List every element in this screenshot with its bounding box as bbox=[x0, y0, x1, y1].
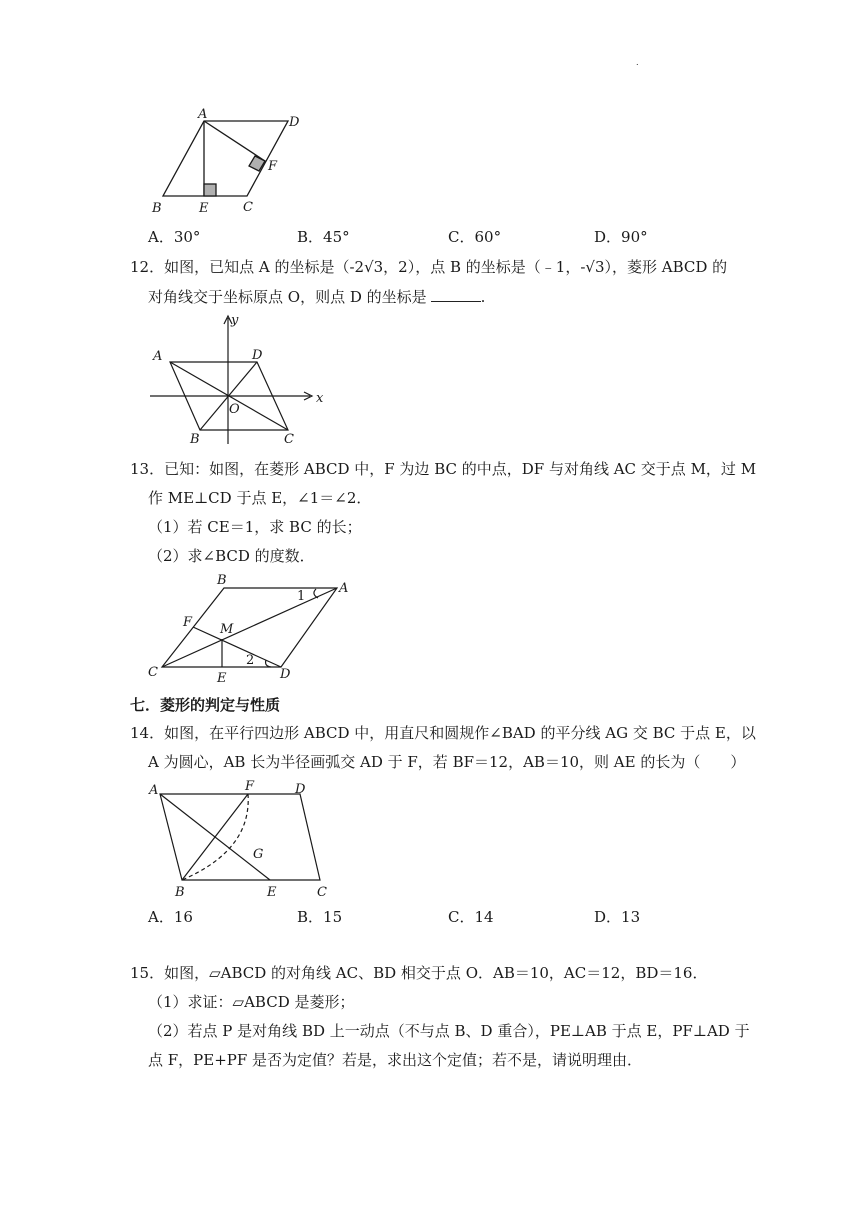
q12-coordinate-figure bbox=[140, 310, 340, 450]
q15-text-part2-line2: 点 F，PE+PF 是否为定值？若是，求出这个定值；若不是，请说明理由． bbox=[148, 1051, 643, 1069]
q13-label-b: B bbox=[217, 573, 227, 588]
q11-label-b: B bbox=[152, 201, 162, 216]
q11-option-d[interactable]: D．90° bbox=[594, 228, 648, 246]
q14-label-d: D bbox=[295, 782, 306, 797]
section-7-title: 七．菱形的判定与性质 bbox=[130, 696, 281, 714]
q13-text-line1: 13．已知：如图，在菱形 ABCD 中，F 为边 BC 的中点，DF 与对角线 AC 交于点 M，过 M bbox=[130, 460, 757, 478]
q13-label-m: M bbox=[220, 622, 234, 637]
q14-label-a: A bbox=[149, 783, 159, 798]
q11-label-f: F bbox=[268, 159, 278, 174]
q12-text-line1: 12．如图，已知点 A 的坐标是（-2√3，2），点 B 的坐标是（﹣1，-√3），菱形 ABCD 的 bbox=[130, 258, 728, 276]
q13-text-part2: （2）求∠BCD 的度数． bbox=[148, 547, 315, 565]
q12-label-o: O bbox=[229, 402, 240, 417]
q15-text-line1: 15．如图，▱ABCD 的对角线 AC、BD 相交于点 O．AB＝10，AC＝12，BD＝16． bbox=[130, 964, 708, 982]
q14-option-d[interactable]: D．13 bbox=[594, 908, 641, 926]
q13-label-angle2: 2 bbox=[246, 653, 255, 668]
q14-label-e: E bbox=[267, 885, 277, 900]
q12-label-d: D bbox=[252, 348, 263, 363]
q12-label-x: x bbox=[316, 391, 324, 406]
q11-option-b[interactable]: B．45° bbox=[297, 228, 350, 246]
q13-text-part1: （1）若 CE＝1，求 BC 的长； bbox=[148, 518, 362, 536]
q15-text-part2-line1: （2）若点 P 是对角线 BD 上一动点（不与点 B、D 重合），PE⊥AB 于点 E，PF⊥AD 于 bbox=[148, 1022, 750, 1040]
q12-text-line2-end: . bbox=[480, 288, 486, 306]
q13-text-line2: 作 ME⊥CD 于点 E，∠1＝∠2． bbox=[148, 489, 372, 507]
q11-label-c: C bbox=[243, 200, 253, 215]
q13-label-d: D bbox=[280, 667, 291, 682]
q14-label-f: F bbox=[245, 779, 255, 794]
q11-option-c[interactable]: C．60° bbox=[448, 228, 502, 246]
q13-label-c: C bbox=[148, 665, 158, 680]
q14-text-line2: A 为圆心，AB 长为半径画弧交 AD 于 F，若 BF＝12，AB＝10，则 AE 的长为（ ） bbox=[148, 753, 746, 771]
q12-label-y: y bbox=[231, 313, 239, 328]
q12-answer-blank[interactable] bbox=[431, 287, 481, 302]
q12-label-c: C bbox=[284, 432, 294, 447]
q11-label-a: A bbox=[198, 107, 208, 122]
q13-label-a: A bbox=[339, 581, 349, 596]
q12-text-line2-main: 对角线交于坐标原点 O，则点 D 的坐标是 bbox=[148, 288, 427, 306]
q11-option-a[interactable]: A．30° bbox=[148, 228, 201, 246]
header-mark: . bbox=[636, 58, 639, 67]
q14-text-line1: 14．如图，在平行四边形 ABCD 中，用直尺和圆规作∠BAD 的平分线 AG 交 BC 于点 E，以 bbox=[130, 724, 756, 742]
q13-label-f: F bbox=[183, 615, 193, 630]
q11-label-e: E bbox=[199, 201, 209, 216]
q12-label-a: A bbox=[153, 349, 163, 364]
q14-option-b[interactable]: B．15 bbox=[297, 908, 343, 926]
q12-text-line2 bbox=[148, 286, 485, 308]
q14-label-g: G bbox=[253, 847, 264, 862]
q11-label-d: D bbox=[289, 115, 300, 130]
q14-label-b: B bbox=[175, 885, 185, 900]
q15-text-part1: （1）求证：▱ABCD 是菱形； bbox=[148, 993, 355, 1011]
q14-parallelogram-figure bbox=[140, 772, 350, 902]
q13-label-e: E bbox=[217, 671, 227, 685]
q11-rhombus-figure bbox=[140, 100, 330, 220]
q12-label-b: B bbox=[190, 432, 200, 447]
q13-rhombus-figure bbox=[140, 570, 360, 685]
q14-label-c: C bbox=[317, 885, 327, 900]
q13-label-angle1: 1 bbox=[297, 589, 306, 604]
q14-option-c[interactable]: C．14 bbox=[448, 908, 494, 926]
q14-option-a[interactable]: A．16 bbox=[148, 908, 193, 926]
